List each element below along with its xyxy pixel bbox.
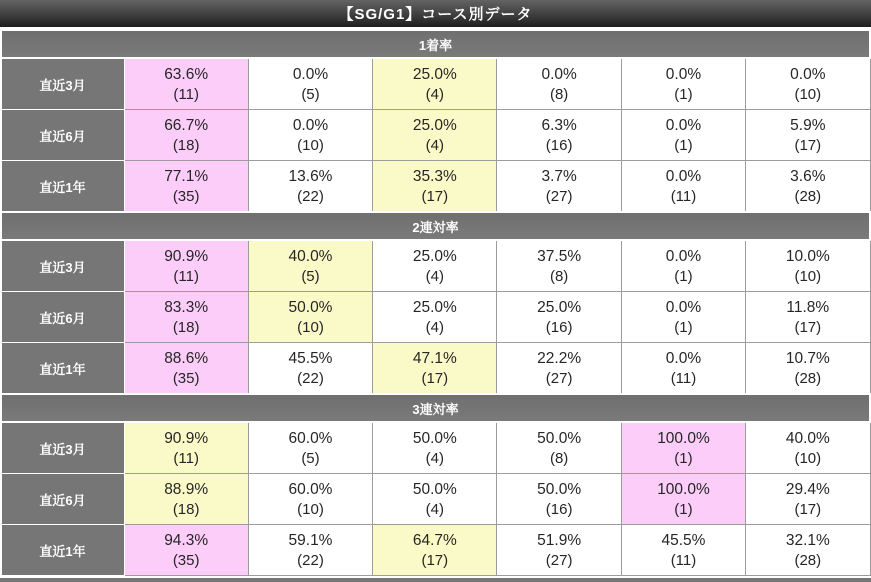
- sample-count: (22): [297, 551, 324, 569]
- table-row: [1, 240, 870, 292]
- data-cell: [248, 474, 372, 525]
- data-cell: [746, 110, 870, 161]
- sample-count: (16): [545, 136, 573, 154]
- percent-value: 66.7%: [164, 116, 209, 134]
- data-cell: [373, 343, 497, 395]
- data-cell: [621, 110, 745, 161]
- section-title: 2連対率: [1, 212, 870, 240]
- sample-count: (8): [549, 85, 569, 103]
- sample-count: (4): [425, 449, 444, 467]
- data-cell: [497, 240, 621, 292]
- data-cell: [248, 161, 372, 213]
- sample-count: (10): [297, 136, 324, 154]
- data-cell: [373, 110, 497, 161]
- data-cell: [497, 110, 621, 161]
- percent-value: 25.0%: [412, 298, 457, 316]
- percent-value: 3.6%: [790, 167, 826, 185]
- data-cell: [373, 240, 497, 292]
- percent-value: 10.7%: [785, 349, 830, 367]
- percent-value: 25.0%: [412, 65, 457, 83]
- sample-count: (17): [421, 369, 449, 387]
- percent-value: 5.9%: [790, 116, 826, 134]
- data-cell: [497, 525, 621, 576]
- sample-count: (4): [425, 318, 444, 336]
- sample-count: (4): [425, 85, 444, 103]
- data-cell: [621, 343, 745, 395]
- sample-count: (17): [794, 500, 822, 518]
- percent-value: 37.5%: [537, 247, 582, 265]
- percent-value: 0.0%: [292, 116, 329, 134]
- data-cell: [248, 240, 372, 292]
- sample-count: (4): [425, 500, 444, 518]
- row-label: 直近1年: [1, 525, 124, 576]
- percent-value: 88.6%: [164, 349, 209, 367]
- percent-value: 0.0%: [541, 65, 577, 83]
- sample-count: (5): [301, 85, 320, 103]
- percent-value: 40.0%: [785, 429, 830, 447]
- percent-value: 50.0%: [537, 480, 582, 498]
- data-cell: [373, 292, 497, 343]
- percent-value: 0.0%: [665, 247, 702, 265]
- sample-count: (1): [674, 85, 693, 103]
- percent-value: 94.3%: [164, 531, 209, 549]
- sample-count: (28): [794, 369, 822, 387]
- data-cell: [124, 58, 248, 110]
- data-cell: [621, 422, 745, 474]
- data-cell: [373, 474, 497, 525]
- percent-value: 59.1%: [288, 531, 333, 549]
- sample-count: (27): [545, 551, 573, 569]
- section-header-row: [1, 212, 870, 240]
- percent-value: 100.0%: [657, 480, 710, 498]
- data-cell: [248, 292, 372, 343]
- percent-value: 88.9%: [164, 480, 209, 498]
- table-row: [1, 422, 870, 474]
- percent-value: 0.0%: [665, 349, 702, 367]
- data-cell: [497, 343, 621, 395]
- table-row: [1, 343, 870, 395]
- data-cell: [124, 422, 248, 474]
- percent-value: 25.0%: [412, 116, 457, 134]
- data-cell: [746, 525, 870, 576]
- sample-count: (5): [301, 449, 320, 467]
- percent-value: 32.1%: [785, 531, 830, 549]
- sample-count: (28): [794, 187, 822, 205]
- data-cell: [248, 110, 372, 161]
- percent-value: 6.3%: [541, 116, 577, 134]
- percent-value: 35.3%: [412, 167, 457, 185]
- sample-count: (4): [425, 136, 444, 154]
- sample-count: (16): [545, 318, 573, 336]
- data-cell: [124, 110, 248, 161]
- row-label: 直近6月: [1, 110, 124, 161]
- sample-count: (1): [674, 267, 693, 285]
- percent-value: 0.0%: [665, 298, 702, 316]
- sample-count: (17): [421, 187, 449, 205]
- data-cell: [621, 58, 745, 110]
- sample-count: (17): [421, 551, 449, 569]
- percent-value: 3.7%: [541, 167, 577, 185]
- percent-value: 47.1%: [412, 349, 457, 367]
- sample-count: (11): [670, 551, 697, 569]
- table-row: [1, 474, 870, 525]
- percent-value: 0.0%: [665, 65, 702, 83]
- data-cell: [621, 161, 745, 213]
- sample-count: (27): [545, 187, 573, 205]
- table-row: [1, 292, 870, 343]
- sample-count: (4): [425, 267, 444, 285]
- data-cell: [248, 343, 372, 395]
- row-label: 直近1年: [1, 161, 124, 213]
- data-cell: [124, 161, 248, 213]
- sample-count: (28): [794, 551, 822, 569]
- sample-count: (18): [172, 136, 200, 154]
- percent-value: 63.6%: [164, 65, 209, 83]
- section-header-row: [1, 30, 870, 58]
- percent-value: 50.0%: [412, 429, 457, 447]
- table-row: [1, 525, 870, 576]
- data-cell: [373, 525, 497, 576]
- data-cell: [746, 292, 870, 343]
- percent-value: 83.3%: [164, 298, 209, 316]
- percent-value: 10.0%: [785, 247, 830, 265]
- data-cell: [373, 58, 497, 110]
- sample-count: (10): [794, 85, 822, 103]
- data-cell: [124, 474, 248, 525]
- percent-value: 40.0%: [288, 247, 333, 265]
- sample-count: (11): [173, 85, 199, 103]
- section-title: 3連対率: [1, 394, 870, 422]
- percent-value: 45.5%: [288, 349, 333, 367]
- sample-count: (10): [794, 449, 822, 467]
- page-title: 【SG/G1】コース別データ: [338, 6, 533, 23]
- percent-value: 0.0%: [665, 116, 702, 134]
- data-cell: [248, 58, 372, 110]
- data-cell: [746, 161, 870, 213]
- data-cell: [497, 422, 621, 474]
- sample-count: (10): [794, 267, 822, 285]
- data-cell: [124, 343, 248, 395]
- sample-count: (35): [172, 369, 200, 387]
- data-cell: [746, 343, 870, 395]
- percent-value: 29.4%: [785, 480, 830, 498]
- percent-value: 0.0%: [790, 65, 826, 83]
- data-cell: [248, 422, 372, 474]
- data-cell: [621, 474, 745, 525]
- data-cell: [497, 161, 621, 213]
- data-cell: [373, 161, 497, 213]
- sample-count: (16): [545, 500, 573, 518]
- sample-count: (17): [794, 136, 822, 154]
- sample-count: (1): [674, 500, 693, 518]
- sample-count: (35): [172, 551, 200, 569]
- data-cell: [248, 525, 372, 576]
- data-cell: [124, 240, 248, 292]
- table-row: [1, 110, 870, 161]
- course-data-table: [0, 29, 871, 576]
- sample-count: (35): [172, 187, 200, 205]
- data-cell: [746, 474, 870, 525]
- sample-count: (11): [670, 369, 697, 387]
- sample-count: (17): [794, 318, 822, 336]
- data-cell: [746, 240, 870, 292]
- sample-count: (1): [674, 318, 693, 336]
- percent-value: 0.0%: [292, 65, 329, 83]
- sample-count: (18): [172, 318, 200, 336]
- percent-value: 25.0%: [537, 298, 582, 316]
- percent-value: 60.0%: [288, 429, 333, 447]
- percent-value: 100.0%: [657, 429, 710, 447]
- percent-value: 77.1%: [164, 167, 209, 185]
- row-label: 直近3月: [1, 240, 124, 292]
- sample-count: (10): [297, 500, 324, 518]
- sample-count: (5): [301, 267, 320, 285]
- percent-value: 11.8%: [786, 298, 830, 316]
- percent-value: 45.5%: [661, 531, 706, 549]
- percent-value: 51.9%: [537, 531, 582, 549]
- sample-count: (27): [545, 369, 573, 387]
- title-bar: [0, 0, 871, 27]
- percent-value: 50.0%: [412, 480, 457, 498]
- percent-value: 0.0%: [665, 167, 702, 185]
- percent-value: 13.6%: [288, 167, 333, 185]
- data-cell: [621, 240, 745, 292]
- percent-value: 22.2%: [537, 349, 582, 367]
- percent-value: 60.0%: [288, 480, 333, 498]
- next-section-bar-partial: [0, 578, 871, 582]
- row-label: 直近1年: [1, 343, 124, 395]
- data-cell: [373, 422, 497, 474]
- data-cell: [497, 474, 621, 525]
- table-row: [1, 161, 870, 213]
- sample-count: (18): [172, 500, 200, 518]
- table-row: [1, 58, 870, 110]
- percent-value: 50.0%: [537, 429, 582, 447]
- row-label: 直近6月: [1, 292, 124, 343]
- percent-value: 50.0%: [288, 298, 333, 316]
- data-cell: [497, 58, 621, 110]
- sample-count: (22): [297, 369, 324, 387]
- section-header-row: [1, 394, 870, 422]
- data-cell: [621, 292, 745, 343]
- sample-count: (8): [549, 449, 569, 467]
- sample-count: (8): [549, 267, 569, 285]
- percent-value: 90.9%: [164, 429, 209, 447]
- data-cell: [124, 292, 248, 343]
- data-cell: [746, 422, 870, 474]
- sample-count: (10): [297, 318, 324, 336]
- data-cell: [497, 292, 621, 343]
- sample-count: (11): [670, 187, 697, 205]
- data-cell: [746, 58, 870, 110]
- row-label: 直近6月: [1, 474, 124, 525]
- sample-count: (1): [674, 136, 693, 154]
- row-label: 直近3月: [1, 422, 124, 474]
- sample-count: (11): [173, 267, 199, 285]
- sample-count: (1): [674, 449, 693, 467]
- data-cell: [621, 525, 745, 576]
- sample-count: (11): [173, 449, 199, 467]
- percent-value: 64.7%: [412, 531, 457, 549]
- section-title: 1着率: [1, 30, 870, 58]
- sample-count: (22): [297, 187, 324, 205]
- data-cell: [124, 525, 248, 576]
- row-label: 直近3月: [1, 58, 124, 110]
- percent-value: 90.9%: [164, 247, 209, 265]
- percent-value: 25.0%: [412, 247, 457, 265]
